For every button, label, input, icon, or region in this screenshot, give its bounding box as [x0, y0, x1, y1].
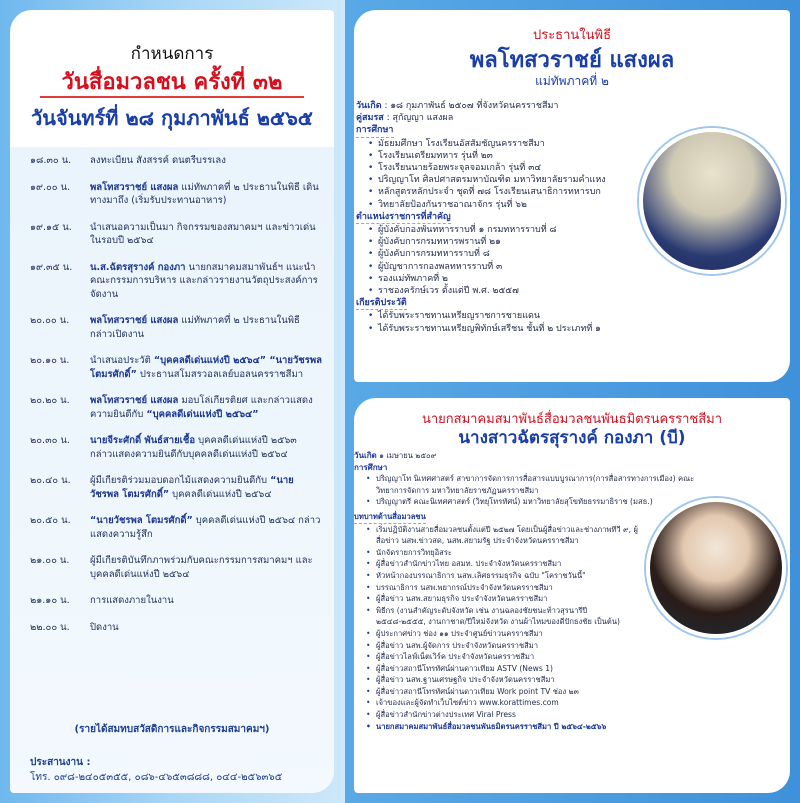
schedule-text: [90, 181, 322, 208]
contact-label: ประสานงาน :: [30, 757, 91, 768]
schedule-time: ๑๙.๓๕ น.: [30, 261, 73, 273]
header-event-title: วันสื่อมวลชน ครั้งที่ ๓๒: [61, 70, 283, 95]
president-career-item: • พิธีกร (งานสำคัญระดับจังหวัด เช่น งานฉลองชัยชนะท้าวสุรนารีปี ๒๕๔๘-๒๕๕๕, งานกาชาด/ปีใหม่จังหวัด งานผ้าไหมของดีปักธงชัย เป็นต้น): [376, 605, 638, 628]
chairman-edu-item: • โรงเรียนเตรียมทหาร รุ่นที่ ๒๓: [378, 150, 676, 162]
president-birth: [354, 450, 784, 462]
chairman-edu-list: [356, 138, 676, 211]
schedule-text-part: นำเสนอประวัติ: [90, 355, 154, 366]
spouse-label: คู่สมรส: [356, 113, 384, 124]
schedule-highlight: พลโทสวราชย์ แสงผล: [90, 315, 179, 326]
president-name: นางสาวฉัตรสุรางค์ กองภา (บี): [458, 428, 686, 448]
chairman-panel: [354, 10, 790, 382]
schedule-time: ๒๑.๑๐ น.: [30, 595, 70, 606]
schedule-header: [10, 10, 334, 145]
schedule-text: [90, 394, 322, 421]
president-career-item: • ผู้สื่อข่าว นสพ.สยามธุรกิจ ประจำจังหวัดนครราชสีมา: [376, 593, 638, 605]
schedule-text: [90, 554, 322, 581]
president-career-heading: บทบาทด้านสื่อมวลชน: [354, 511, 426, 524]
schedule-text-part: ปิดงาน: [90, 621, 119, 633]
schedule-text: [90, 621, 322, 635]
schedule-time: ๒๑.๐๐ น.: [30, 555, 70, 566]
president-header: [354, 398, 790, 448]
schedule-item: [30, 354, 322, 381]
president-career-item: • หัวหน้ากองบรรณาธิการ นสพ.เลิศธรรมธุรกิจ ฉบับ "โคราชวันนี้": [376, 570, 638, 582]
president-career-item: • นายกสมาคมสมาพันธ์สื่อมวลชนพันธมิตรนครราชสีมา ปี ๒๕๖๔-๒๕๖๖: [376, 721, 784, 733]
president-role: นายกสมาคมสมาพันธ์สื่อมวลชนพันธมิตรนครราชสีมา: [421, 412, 723, 427]
schedule-time: ๒๐.๔๐ น.: [30, 475, 71, 486]
schedule-item: [30, 154, 322, 168]
chairman-bio: [356, 100, 676, 335]
president-career-item: • ผู้สื่อข่าวสำนักข่าวไทย อสมท. ประจำจังหวัดนครราชสีมา: [376, 558, 638, 570]
president-career-item: • ผู้สื่อข่าวสำนักข่าวต่างประเทศ Viral Press: [376, 709, 784, 721]
president-career-item: • ผู้สื่อข่าว นสพ.ผู้จัดการ ประจำจังหวัดนครราชสีมา: [376, 640, 638, 652]
schedule-time: ๒๐.๑๐ น.: [30, 355, 70, 366]
schedule-panel: [10, 10, 334, 793]
schedule-item: [30, 594, 322, 608]
header-date: วันจันทร์ที่ ๒๘ กุมภาพันธ์ ๒๕๖๕: [31, 106, 313, 130]
schedule-text-part: นำเสนอความเป็นมา กิจกรรมของสมาคมฯ และข่าวเด่นในรอบปี ๒๕๖๔: [90, 221, 316, 246]
chairman-edu-item: • มัธยมศึกษา โรงเรียนอัสสัมชัญนครราชสีมา: [378, 138, 676, 150]
schedule-time: ๑๙.๑๕ น.: [30, 221, 72, 233]
chairman-pos-item: • รองแม่ทัพภาคที่ ๒: [378, 273, 676, 285]
president-edu-item: • ปริญญาโท นิเทศศาสตร์ สาขาการจัดการการสื่อสารแบบบูรณาการ(การสื่อสารทางการเมือง) คณะวิทยาการจัดการ มหาวิทยาลัยราชภัฏนครราชสีมา: [376, 473, 706, 496]
president-career-list: [354, 524, 784, 733]
schedule-text-part: ผู้มีเกียรติร่วมมอบดอกไม้แสดงความยินดีกับ: [90, 475, 271, 486]
schedule-time: ๒๐.๕๐ น.: [30, 515, 71, 526]
president-birth-value: ๑ เมษายน ๒๕๐๙: [376, 451, 437, 460]
schedule-text: [90, 594, 322, 608]
schedule-item: [30, 181, 322, 208]
schedule-text: [90, 434, 322, 461]
schedule-item: [30, 554, 322, 581]
schedule-list: [30, 154, 322, 647]
president-edu-list: [354, 473, 706, 508]
chairman-pos-list: [356, 224, 676, 297]
schedule-text-part: แม่ทัพภาคที่ ๒ ประธานในพิธี เดินทางมาถึง (เริ่มรับประทานอาหาร): [90, 181, 319, 206]
schedule-text-part: บุคคลดีเด่นแห่งปี ๒๕๖๔: [169, 488, 272, 500]
schedule-item: [30, 221, 322, 248]
schedule-item: [30, 474, 322, 501]
schedule-time: ๑๘.๓๐ น.: [30, 155, 72, 166]
chairman-spouse: [356, 112, 676, 124]
schedule-text-part: ผู้มีเกียรติบันทึกภาพร่วมกับคณะกรรมการสมาคมฯ และบุคคลดีเด่นแห่งปี ๒๕๖๔: [90, 555, 313, 580]
chairman-edu-item: • ปริญญาโท ศิลปศาสตรมหาบัณฑิต มหาวิทยาลัยรามคำแหง: [378, 174, 676, 186]
president-bio: [354, 450, 784, 732]
schedule-text: [90, 514, 322, 541]
schedule-item: [30, 314, 322, 341]
chairman-edu-item: • โรงเรียนนายร้อยพระจุลจอมเกล้า รุ่นที่ ๓๔: [378, 162, 676, 174]
spouse-value: : สุกัญญา แสงผล: [383, 113, 454, 124]
schedule-text: [90, 354, 322, 381]
schedule-highlight: “นายวัชรพล โตมรศักดิ์”: [90, 475, 294, 500]
schedule-highlight: นายจีระศักดิ์ พันธ์สายเชื้อ: [90, 435, 196, 446]
president-career-item: • ผู้สื่อข่าวสถานีโทรทัศน์ผ่านดาวเทียม Work point TV ช่อง ๒๓: [376, 686, 784, 698]
header-divider: [40, 96, 304, 98]
schedule-text: [90, 474, 322, 501]
schedule-time: ๒๐.๒๐ น.: [30, 395, 70, 406]
president-panel: [354, 398, 790, 793]
schedule-highlight: “นายวัชรพล โตมรศักดิ์”: [90, 515, 193, 526]
chairman-edu-heading: การศึกษา: [356, 124, 394, 137]
chairman-pos-item: • ผู้บัญชาการกองพลทหารราบที่ ๓: [378, 261, 676, 273]
chairman-honor-item: • ได้รับพระราชทานเหรียญราชการชายแดน: [378, 310, 676, 322]
chairman-position: แม่ทัพภาคที่ ๒: [535, 74, 609, 88]
chairman-honor-heading: เกียรติประวัติ: [356, 297, 407, 310]
chairman-name: พลโทสวราชย์ แสงผล: [469, 48, 675, 73]
schedule-item: [30, 394, 322, 421]
schedule-text-part: บุคคลดีเด่นแห่งปี ๒๕๖๔ กล่าวแสดงความรู้สึก: [90, 515, 321, 540]
schedule-item: [30, 434, 322, 461]
contact-phones: โทร. ๐๙๘-๒๔๐๕๓๕๕, ๐๘๖-๔๖๕๓๘๘๘, ๐๔๔-๒๕๖๓๖๕: [30, 772, 283, 783]
chairman-birth: [356, 100, 676, 112]
birth-label: วันเกิด: [356, 101, 382, 111]
chairman-edu-item: • วิทยาลัยป้องกันราชอาณาจักร รุ่นที่ ๖๒: [378, 199, 676, 211]
schedule-text: [90, 154, 322, 168]
schedule-highlight: “บุคคลดีเด่นแห่งปี ๒๕๖๔”: [146, 408, 259, 420]
schedule-time: ๒๒.๐๐ น.: [30, 621, 70, 633]
president-career-item: • เริ่มปฏิบัติงานสายสื่อมวลชนตั้งแต่ปี ๒๕๒๗ โดยเป็นผู้สื่อข่าวและช่างภาพทีวี ๙, ผู้สื่อข่าว นสพ.ข่าวสด, นสพ.สยามรัฐ ประจำจังหวัดนครราชสีมา: [376, 524, 638, 547]
chairman-role: ประธานในพิธี: [532, 28, 612, 43]
header-line1: กำหนดการ: [130, 44, 214, 64]
schedule-text-part: ลงทะเบียน สังสรรค์ ดนตรีบรรเลง: [90, 155, 226, 166]
schedule-note: (รายได้สมทบสวัสดิการและกิจกรรมสมาคมฯ): [74, 724, 270, 735]
schedule-text: [90, 314, 322, 341]
chairman-pos-heading: ตำแหน่งราชการที่สำคัญ: [356, 211, 451, 224]
schedule-text-part: บุคคลดีเด่นแห่งปี ๒๕๖๓ กล่าวแสดงความยินดีกับบุคคลดีเด่นแห่งปี ๒๕๖๔: [90, 435, 297, 460]
president-career-item: • เจ้าของและผู้จัดทำเว็บไซต์ข่าว www.korattimes.com: [376, 697, 784, 709]
birth-value: : ๑๘ กุมภาพันธ์ ๒๕๐๗ ที่จังหวัดนครราชสีมา: [381, 101, 559, 111]
schedule-text-part: แม่ทัพภาคที่ ๒ ประธานในพิธี กล่าวเปิดงาน: [90, 315, 300, 340]
schedule-highlight: พลโทสวราชย์ แสงผล: [90, 395, 179, 406]
president-career-item: • ผู้ประกาศข่าว ช่อง ๑๑ ประจำศูนย์ข่าวนครราชสีมา: [376, 628, 638, 640]
schedule-text: [90, 221, 322, 248]
president-birth-label: วันเกิด: [354, 451, 377, 460]
schedule-time: ๒๐.๐๐ น.: [30, 315, 70, 326]
schedule-item: [30, 621, 322, 635]
schedule-item: [30, 261, 322, 302]
chairman-pos-item: • ผู้บังคับการกรมทหารราบที่ ๘: [378, 248, 676, 260]
schedule-highlight: “บุคคลดีเด่นแห่งปี ๒๕๖๔” “นายวัชรพล โตมรศักดิ์”: [90, 355, 322, 380]
president-career-item: • นักจัดรายการวิทยุอิสระ: [376, 547, 638, 559]
schedule-highlight: น.ส.ฉัตรสุรางค์ กองภา: [90, 261, 186, 273]
schedule-text: [90, 261, 322, 302]
schedule-time: ๒๐.๓๐ น.: [30, 435, 70, 446]
president-edu-heading: การศึกษา: [354, 462, 388, 472]
chairman-header: [354, 10, 790, 96]
chairman-pos-item: • ผู้บังคับการกรมทหารพรานที่ ๒๑: [378, 236, 676, 248]
chairman-honor-list: [356, 310, 676, 334]
schedule-highlight: พลโทสวราชย์ แสงผล: [90, 181, 179, 193]
president-career-item: • บรรณาธิการ นสพ.พยากรณ์ประจำจังหวัดนครราชสีมา: [376, 582, 638, 594]
schedule-text-part: ประธานสโมสรวอลเลย์บอลนครราชสีมา: [136, 368, 304, 380]
president-edu-item: • ปริญญาตรี คณะนิเทศศาสตร์ (วิทยุโทรทัศน์) มหาวิทยาลัยสุโขทัยธรรมาธิราช (มสธ.): [376, 496, 706, 508]
schedule-text-part: นายกสมาคมสมาพันธ์ฯ แนะนำคณะกรรมการบริหาร และกล่าวรายงานวัตถุประสงค์การจัดงาน: [90, 261, 318, 300]
schedule-text-part: การแสดงภายในงาน: [90, 595, 174, 606]
schedule-time: ๑๙.๐๐ น.: [30, 181, 71, 193]
chairman-pos-item: • ผู้บังคับกองพันทหารราบที่ ๑ กรมทหารราบที่ ๘: [378, 224, 676, 236]
chairman-edu-item: • หลักสูตรหลักประจำ ชุดที่ ๗๘ โรงเรียนเสนาธิการทหารบก: [378, 186, 676, 198]
president-career-item: • ผู้สื่อข่าว นสพ.ฐานเศรษฐกิจ ประจำจังหวัดนครราชสีมา: [376, 674, 784, 686]
president-career-item: • ผู้สื่อข่าวไลฟ์เน็ตเวิร์ค ประจำจังหวัดนครราชสีมา: [376, 651, 638, 663]
chairman-honor-item: • ได้รับพระราชทานเหรียญพิทักษ์เสรีชน ชั้นที่ ๒ ประเภทที่ ๑: [378, 323, 676, 335]
schedule-item: [30, 514, 322, 541]
schedule-text-part: มอบโล่เกียรติยศ และกล่าวแสดงความยินดีกับ: [90, 395, 313, 420]
chairman-pos-item: • ราชองครักษ์เวร ตั้งแต่ปี พ.ศ. ๒๕๕๗: [378, 285, 676, 297]
president-career-item: • ผู้สื่อข่าวสถานีโทรทัศน์ผ่านดาวเทียม ASTV (News 1): [376, 663, 784, 675]
